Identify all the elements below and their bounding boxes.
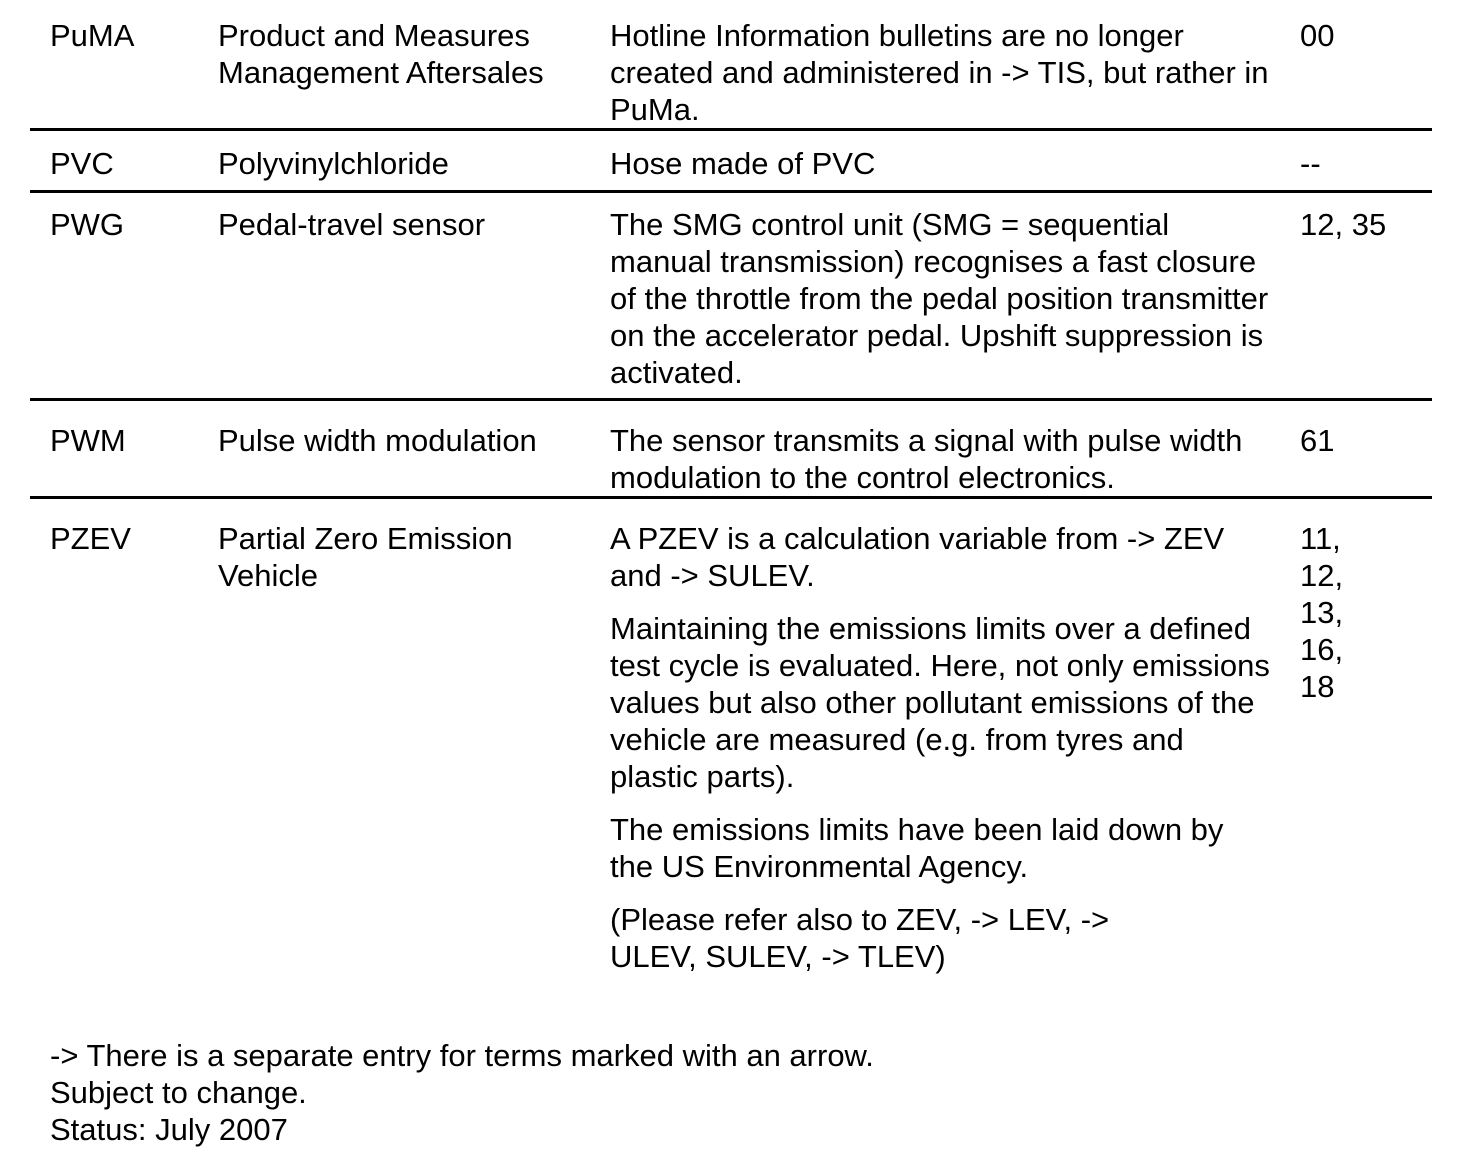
footnote [50,1037,1430,1148]
description-paragraph: (Please refer also to ZEV, -> LEV, -> ULEV, SULEV, -> TLEV) [610,902,1110,974]
description-cell [610,145,1300,190]
reference-cell: 11, 12, 13, 16, 18 [1300,521,1344,704]
abbreviation-cell: PWG [50,207,125,242]
description-paragraph: The SMG control unit (SMG = sequential manual transmission) recognises a fast closure of the throttle from the pedal position transmitter on the accelerator pedal. Upshift suppression is activated. [610,207,1269,390]
abbreviation-cell: PuMA [50,18,135,53]
description-paragraph: Hotline Information bulletins are no longer created and administered in -> TIS, but rather in PuMa. [610,18,1269,127]
table-row [30,193,1432,401]
reference-cell: -- [1300,146,1321,181]
term-cell: Product and Measures Management Aftersales [218,18,544,90]
description-paragraph: The emissions limits have been laid down by the US Environmental Agency. [610,812,1224,884]
table-row [30,131,1432,193]
term-cell: Pedal-travel sensor [218,207,486,242]
abbreviation-cell: PVC [50,146,114,181]
description-paragraph: A PZEV is a calculation variable from -> ZEV and -> SULEV. [610,521,1225,593]
change-note: Subject to change. [50,1075,307,1110]
term-cell: Pulse width modulation [218,423,537,458]
description-cell [610,17,1300,128]
table-row [30,0,1432,131]
term-cell: Polyvinylchloride [218,146,449,181]
table-row [30,401,1432,499]
description-cell [610,422,1300,496]
description-cell [610,206,1300,398]
reference-cell: 00 [1300,18,1335,53]
description-paragraph: Hose made of PVC [610,146,876,181]
table-row [30,499,1432,975]
arrow-note: -> There is a separate entry for terms marked with an arrow. [50,1038,874,1073]
reference-cell: 12, 35 [1300,207,1387,242]
abbreviation-cell: PZEV [50,521,131,556]
description-paragraph: Maintaining the emissions limits over a defined test cycle is evaluated. Here, not only emissions values but also other pollutant emissions of the vehicle are measured (e.g. from tyres and plastic parts). [610,611,1270,794]
term-cell: Partial Zero Emission Vehicle [218,521,513,593]
reference-cell: 61 [1300,423,1335,458]
glossary-table [30,0,1432,975]
description-paragraph: The sensor transmits a signal with pulse width modulation to the control electronics. [610,423,1243,495]
status-date: Status: July 2007 [50,1112,288,1147]
description-cell [610,520,1300,975]
abbreviation-cell: PWM [50,423,126,458]
